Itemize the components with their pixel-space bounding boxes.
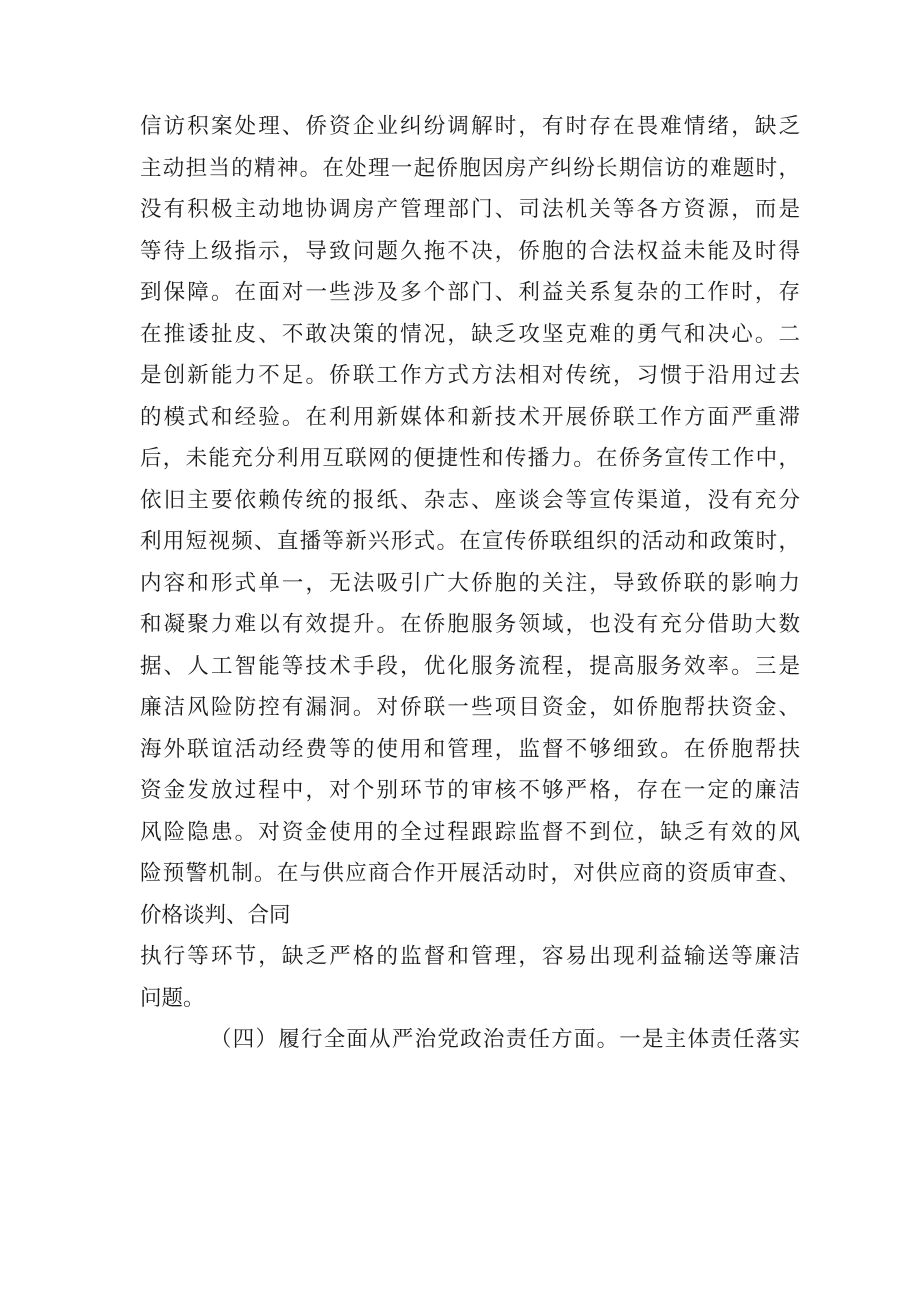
text-line: 的模式和经验。在利用新媒体和新技术开展侨联工作方面严重滞 xyxy=(140,404,800,430)
text-line: 利用短视频、直播等新兴形式。在宣传侨联组织的活动和政策时， xyxy=(140,529,800,554)
text-line: 价格谈判、合同 xyxy=(140,902,291,928)
text-line: 廉洁风险防控有漏洞。对侨联一些项目资金，如侨胞帮扶资金、 xyxy=(140,695,800,720)
text-line: 到保障。在面对一些涉及多个部门、利益关系复杂的工作时，存 xyxy=(140,280,800,305)
text-line: 等待上级指示，导致问题久拖不决，侨胞的合法权益未能及时得 xyxy=(140,238,800,264)
section-heading: （四）履行全面从严治党政治责任方面。一是主体责任落实 xyxy=(210,1027,800,1052)
text-line: 资金发放过程中，对个别环节的审核不够严格，存在一定的廉洁 xyxy=(140,778,800,803)
text-line: 后，未能充分利用互联网的便捷性和传播力。在侨务宣传工作中， xyxy=(140,446,800,471)
text-line: 海外联谊活动经费等的使用和管理，监督不够细致。在侨胞帮扶 xyxy=(140,736,800,762)
text-line: 内容和形式单一，无法吸引广大侨胞的关注，导致侨联的影响力 xyxy=(140,570,800,596)
text-line: 险预警机制。在与供应商合作开展活动时，对供应商的资质审查、 xyxy=(140,861,800,886)
body-paragraph xyxy=(140,106,800,1061)
text-line: 和凝聚力难以有效提升。在侨胞服务领域，也没有充分借助大数 xyxy=(140,612,800,637)
text-line: 依旧主要依赖传统的报纸、杂志、座谈会等宣传渠道，没有充分 xyxy=(140,487,800,513)
text-line: 没有积极主动地协调房产管理部门、司法机关等各方资源，而是 xyxy=(140,197,800,222)
text-line: 信访积案处理、侨资企业纠纷调解时，有时存在畏难情绪，缺乏 xyxy=(140,114,800,139)
text-line: 在推诿扯皮、不敢决策的情况，缺乏攻坚克难的勇气和决心。二 xyxy=(140,321,800,347)
text-line: 风险隐患。对资金使用的全过程跟踪监督不到位，缺乏有效的风 xyxy=(140,819,800,845)
text-line: 是创新能力不足。侨联工作方式方法相对传统，习惯于沿用过去 xyxy=(140,363,800,388)
text-line: 据、人工智能等技术手段，优化服务流程，提高服务效率。三是 xyxy=(140,653,800,679)
text-line: 问题。 xyxy=(140,985,205,1011)
text-line: 主动担当的精神。在处理一起侨胞因房产纠纷长期信访的难题时， xyxy=(140,155,800,181)
text-line: 执行等环节，缺乏严格的监督和管理，容易出现利益输送等廉洁 xyxy=(140,944,800,969)
